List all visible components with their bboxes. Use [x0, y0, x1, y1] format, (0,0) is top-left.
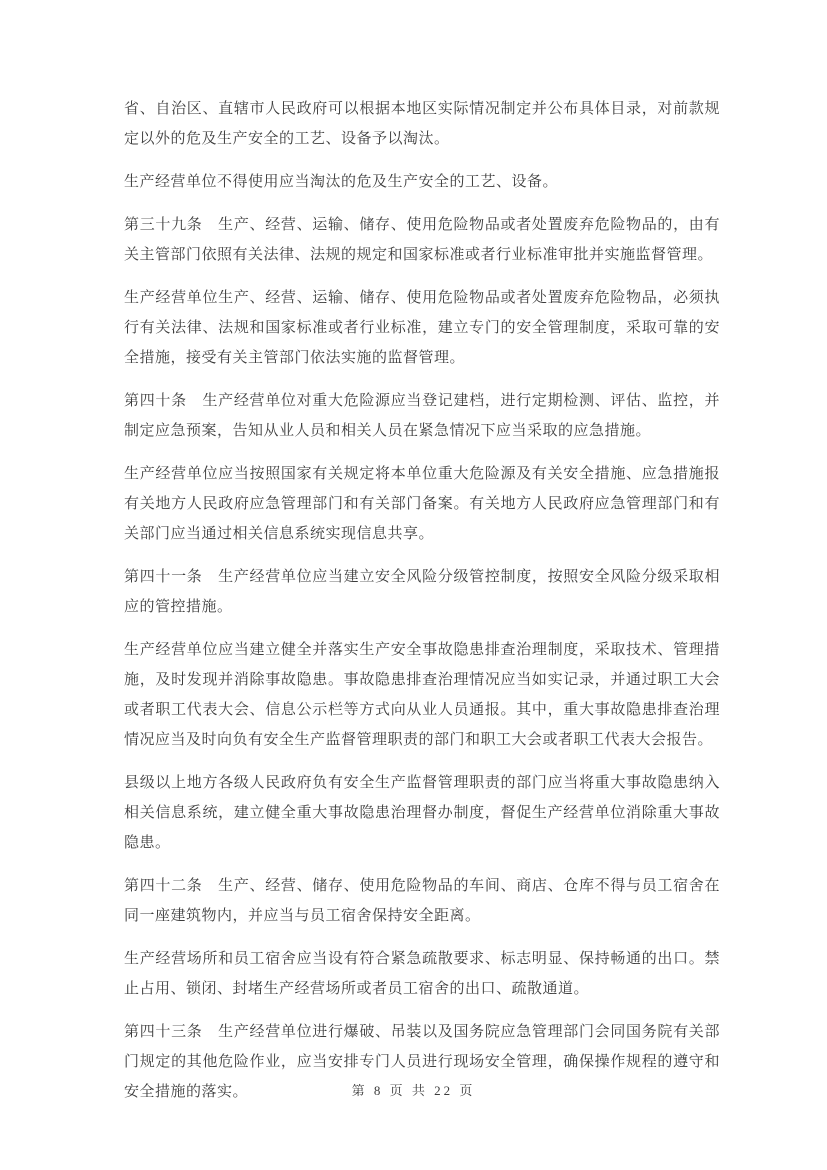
paragraph-article-43: 第四十三条 生产经营单位进行爆破、吊装以及国务院应急管理部门会同国务院有关部门规定的其他危险作业，应当安排专门人员进行现场安全管理，确保操作规程的遵守和安全措施的落实。	[124, 1024, 720, 1100]
paragraph-article-42: 第四十二条 生产、经营、储存、使用危险物品的车间、商店、仓库不得与员工宿舍在同一座建筑物内，并应当与员工宿舍保持安全距离。	[124, 878, 720, 924]
paragraph-no-obsolete-tech: 生产经营单位不得使用应当淘汰的危及生产安全的工艺、设备。	[124, 174, 559, 190]
page-footer	[0, 1080, 827, 1099]
page-number-label: 第 8 页 共 22 页	[351, 1083, 476, 1098]
paragraph-article-42-clause-2: 生产经营场所和员工宿舍应当设有符合紧急疏散要求、标志明显、保持畅通的出口。禁止占用、锁闭、封堵生产经营场所或者员工宿舍的出口、疏散通道。	[124, 951, 720, 997]
paragraph-article-40-clause-2: 生产经营单位应当按照国家有关规定将本单位重大危险源及有关安全措施、应急措施报有关地方人民政府应急管理部门和有关部门备案。有关地方人民政府应急管理部门和有关部门应当通过相关信息系统实现信息共享。	[124, 466, 720, 542]
paragraph-article-41-clause-2: 生产经营单位应当建立健全并落实生产安全事故隐患排查治理制度，采取技术、管理措施，及时发现并消除事故隐患。事故隐患排查治理情况应当如实记录，并通过职工大会或者职工代表大会、信息公示栏等方式向从业人员通报。其中，重大事故隐患排查治理情况应当及时向负有安全生产监督管理职责的部门和职工大会或者职工代表大会报告。	[124, 642, 720, 748]
paragraph-article-40: 第四十条 生产经营单位对重大危险源应当登记建档，进行定期检测、评估、监控，并制定应急预案，告知从业人员和相关人员在紧急情况下应当采取的应急措施。	[124, 393, 720, 439]
paragraph-article-39-clause-2: 生产经营单位生产、经营、运输、储存、使用危险物品或者处置废弃危险物品，必须执行有关法律、法规和国家标准或者行业标准，建立专门的安全管理制度，采取可靠的安全措施，接受有关主管部门依法实施的监督管理。	[124, 290, 720, 366]
paragraph-article-41: 第四十一条 生产经营单位应当建立安全风险分级管控制度，按照安全风险分级采取相应的管控措施。	[124, 569, 720, 615]
document-content	[124, 94, 720, 1120]
paragraph-article-39: 第三十九条 生产、经营、运输、储存、使用危险物品或者处置废弃危险物品的，由有关主管部门依照有关法律、法规的规定和国家标准或者行业标准审批并实施监督管理。	[124, 217, 720, 263]
paragraph-province-catalog: 省、自治区、直辖市人民政府可以根据本地区实际情况制定并公布具体目录，对前款规定以外的危及生产安全的工艺、设备予以淘汰。	[124, 101, 720, 147]
paragraph-article-41-clause-3: 县级以上地方各级人民政府负有安全生产监督管理职责的部门应当将重大事故隐患纳入相关信息系统，建立健全重大事故隐患治理督办制度，督促生产经营单位消除重大事故隐患。	[124, 775, 720, 851]
